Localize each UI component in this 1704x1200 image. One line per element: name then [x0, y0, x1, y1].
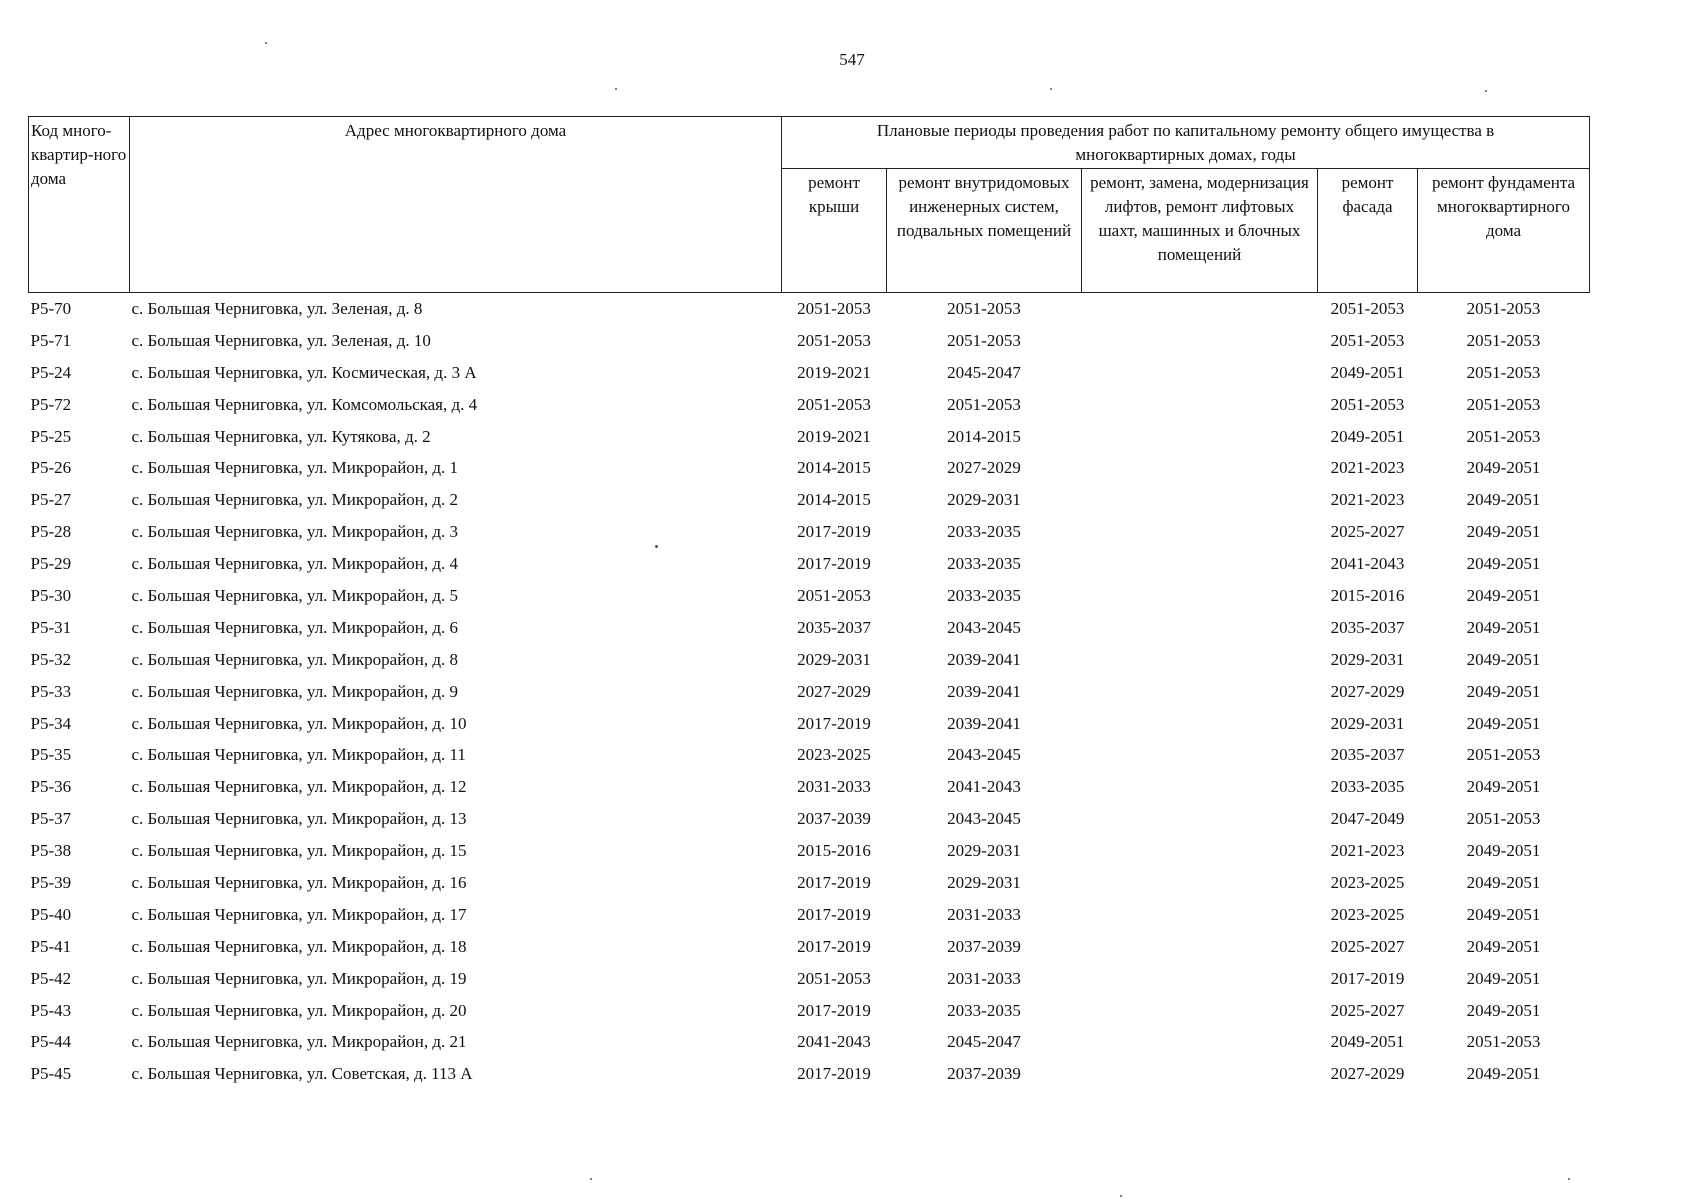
cell-engineering: 2051-2053: [947, 394, 1021, 414]
cell-address: с. Большая Черниговка, ул. Микрорайон, д. 11: [131, 745, 466, 765]
cell-address: с. Большая Черниговка, ул. Зеленая, д. 8: [131, 298, 423, 318]
cell-foundation: 2051-2053: [1466, 394, 1541, 414]
cell-engineering: 2029-2031: [947, 490, 1021, 510]
cell-roof: 2017-2019: [797, 904, 871, 924]
cell-engineering: 2033-2035: [947, 1000, 1021, 1020]
header-roof: ремонт крыши: [782, 169, 887, 293]
cell-address: с. Большая Черниговка, ул. Микрорайон, д. 16: [131, 872, 467, 892]
table-row: [29, 1026, 1590, 1058]
table-row: [29, 612, 1590, 644]
header-code: Код много-квартир-ного дома: [29, 117, 130, 293]
cell-facade: 2051-2053: [1330, 298, 1405, 318]
cell-elevators: [1082, 899, 1318, 931]
cell-roof: 2017-2019: [797, 522, 871, 542]
cell-elevators: [1082, 1058, 1318, 1090]
cell-foundation: 2051-2053: [1466, 298, 1541, 318]
cell-roof: 2014-2015: [797, 458, 871, 478]
cell-facade: 2035-2037: [1330, 745, 1405, 765]
cell-code: Р5-28: [30, 522, 72, 542]
scan-speck: [1568, 1178, 1570, 1180]
cell-foundation: 2049-2051: [1466, 585, 1541, 605]
cell-foundation: 2051-2053: [1466, 1032, 1541, 1052]
cell-elevators: [1082, 931, 1318, 963]
cell-engineering: 2043-2045: [947, 745, 1021, 765]
cell-engineering: 2039-2041: [947, 681, 1021, 701]
cell-elevators: [1082, 484, 1318, 516]
cell-address: с. Большая Черниговка, ул. Микрорайон, д. 17: [131, 904, 467, 924]
cell-foundation: 2049-2051: [1466, 522, 1541, 542]
cell-roof: 2051-2053: [797, 585, 871, 605]
cell-facade: 2021-2023: [1330, 490, 1405, 510]
cell-foundation: 2051-2053: [1466, 745, 1541, 765]
cell-facade: 2049-2051: [1330, 362, 1405, 382]
cell-roof: 2019-2021: [797, 426, 871, 446]
table-row: [29, 867, 1590, 899]
cell-engineering: 2031-2033: [947, 968, 1021, 988]
scan-speck: [1050, 88, 1052, 90]
cell-address: с. Большая Черниговка, ул. Микрорайон, д. 5: [131, 585, 459, 605]
cell-engineering: 2037-2039: [947, 936, 1021, 956]
cell-address: с. Большая Черниговка, ул. Микрорайон, д. 12: [131, 777, 467, 797]
cell-code: Р5-72: [30, 394, 72, 414]
cell-roof: 2051-2053: [797, 330, 871, 350]
cell-facade: 2027-2029: [1330, 681, 1405, 701]
table-row: [29, 931, 1590, 963]
cell-engineering: 2033-2035: [947, 554, 1021, 574]
cell-foundation: 2049-2051: [1466, 777, 1541, 797]
table-row: [29, 293, 1590, 325]
cell-address: с. Большая Черниговка, ул. Микрорайон, д. 20: [131, 1000, 467, 1020]
cell-engineering: 2041-2043: [947, 777, 1021, 797]
cell-code: Р5-26: [30, 458, 72, 478]
table-row: [29, 708, 1590, 740]
table-row: [29, 995, 1590, 1027]
cell-elevators: [1082, 771, 1318, 803]
table-header: [29, 117, 1590, 293]
cell-elevators: [1082, 867, 1318, 899]
cell-roof: 2017-2019: [797, 554, 871, 574]
cell-code: Р5-37: [30, 809, 72, 829]
cell-elevators: [1082, 421, 1318, 453]
cell-foundation: 2049-2051: [1466, 554, 1541, 574]
cell-elevators: [1082, 644, 1318, 676]
cell-address: с. Большая Черниговка, ул. Микрорайон, д. 18: [131, 936, 467, 956]
page-number: 547: [839, 50, 865, 69]
header-facade: ремонт фасада: [1318, 169, 1418, 293]
table-row: [29, 963, 1590, 995]
cell-code: Р5-25: [30, 426, 72, 446]
table-row: [29, 676, 1590, 708]
cell-foundation: 2051-2053: [1466, 426, 1541, 446]
cell-facade: 2025-2027: [1330, 522, 1405, 542]
header-periods: Плановые периоды проведения работ по капитальному ремонту общего имущества в многоквартирных домах, годы: [782, 117, 1590, 169]
cell-facade: 2025-2027: [1330, 1000, 1405, 1020]
cell-facade: 2027-2029: [1330, 1064, 1405, 1084]
cell-address: с. Большая Черниговка, ул. Микрорайон, д. 15: [131, 841, 467, 861]
cell-foundation: 2049-2051: [1466, 458, 1541, 478]
cell-roof: 2023-2025: [797, 745, 871, 765]
cell-facade: 2017-2019: [1330, 968, 1405, 988]
cell-address: с. Большая Черниговка, ул. Микрорайон, д. 8: [131, 649, 459, 669]
cell-elevators: [1082, 835, 1318, 867]
cell-foundation: 2049-2051: [1466, 490, 1541, 510]
cell-facade: 2021-2023: [1330, 841, 1405, 861]
table-row: [29, 739, 1590, 771]
table-row: [29, 580, 1590, 612]
cell-foundation: 2049-2051: [1466, 1064, 1541, 1084]
cell-elevators: [1082, 548, 1318, 580]
header-address: Адрес многоквартирного дома: [130, 117, 782, 293]
cell-facade: 2051-2053: [1330, 330, 1405, 350]
header-foundation: ремонт фундамента многоквартирного дома: [1418, 169, 1590, 293]
cell-code: Р5-30: [30, 585, 72, 605]
cell-address: с. Большая Черниговка, ул. Микрорайон, д. 3: [131, 522, 459, 542]
scan-speck: [1120, 1195, 1122, 1197]
table-row: [29, 644, 1590, 676]
cell-elevators: [1082, 803, 1318, 835]
cell-elevators: [1082, 963, 1318, 995]
cell-address: с. Большая Черниговка, ул. Кутякова, д. 2: [131, 426, 431, 446]
cell-code: Р5-43: [30, 1000, 72, 1020]
cell-elevators: [1082, 452, 1318, 484]
cell-foundation: 2051-2053: [1466, 330, 1541, 350]
cell-code: Р5-45: [30, 1064, 72, 1084]
cell-facade: 2041-2043: [1330, 554, 1405, 574]
cell-elevators: [1082, 580, 1318, 612]
cell-code: Р5-40: [30, 904, 72, 924]
cell-engineering: 2014-2015: [947, 426, 1021, 446]
cell-roof: 2051-2053: [797, 394, 871, 414]
cell-address: с. Большая Черниговка, ул. Космическая, д. 3 А: [131, 362, 477, 382]
cell-code: Р5-39: [30, 872, 72, 892]
cell-roof: 2017-2019: [797, 872, 871, 892]
cell-engineering: 2043-2045: [947, 617, 1021, 637]
cell-roof: 2041-2043: [797, 1032, 871, 1052]
cell-facade: 2033-2035: [1330, 777, 1405, 797]
header-engineering: ремонт внутридомовых инженерных систем, подвальных помещений: [887, 169, 1082, 293]
cell-address: с. Большая Черниговка, ул. Зеленая, д. 10: [131, 330, 431, 350]
cell-engineering: 2031-2033: [947, 904, 1021, 924]
cell-code: Р5-31: [30, 617, 72, 637]
table-row: [29, 325, 1590, 357]
cell-engineering: 2029-2031: [947, 841, 1021, 861]
cell-address: с. Большая Черниговка, ул. Комсомольская, д. 4: [131, 394, 478, 414]
cell-foundation: 2049-2051: [1466, 617, 1541, 637]
cell-code: Р5-38: [30, 841, 72, 861]
table-body: [29, 293, 1590, 1091]
cell-elevators: [1082, 995, 1318, 1027]
cell-facade: 2023-2025: [1330, 872, 1405, 892]
cell-code: Р5-42: [30, 968, 72, 988]
cell-foundation: 2049-2051: [1466, 841, 1541, 861]
cell-code: Р5-27: [30, 490, 72, 510]
table-row: [29, 421, 1590, 453]
cell-roof: 2029-2031: [797, 649, 871, 669]
table-row: [29, 771, 1590, 803]
cell-address: с. Большая Черниговка, ул. Микрорайон, д. 2: [131, 490, 459, 510]
cell-address: с. Большая Черниговка, ул. Микрорайон, д. 6: [131, 617, 459, 637]
cell-code: Р5-44: [30, 1032, 72, 1052]
scan-speck: [615, 88, 617, 90]
cell-code: Р5-41: [30, 936, 72, 956]
cell-elevators: [1082, 708, 1318, 740]
table-row: [29, 484, 1590, 516]
cell-address: с. Большая Черниговка, ул. Советская, д. 113 А: [131, 1064, 473, 1084]
cell-facade: 2021-2023: [1330, 458, 1405, 478]
cell-facade: 2015-2016: [1330, 585, 1405, 605]
cell-facade: 2023-2025: [1330, 904, 1405, 924]
cell-foundation: 2049-2051: [1466, 649, 1541, 669]
capital-repair-table: [28, 116, 1590, 1090]
cell-facade: 2049-2051: [1330, 1032, 1405, 1052]
scan-speck: [265, 42, 267, 44]
cell-engineering: 2027-2029: [947, 458, 1021, 478]
cell-facade: 2051-2053: [1330, 394, 1405, 414]
cell-address: с. Большая Черниговка, ул. Микрорайон, д. 1: [131, 458, 459, 478]
cell-roof: 2014-2015: [797, 490, 871, 510]
cell-foundation: 2049-2051: [1466, 936, 1541, 956]
table-row: [29, 835, 1590, 867]
cell-foundation: 2051-2053: [1466, 362, 1541, 382]
cell-engineering: 2045-2047: [947, 362, 1021, 382]
cell-elevators: [1082, 389, 1318, 421]
cell-engineering: 2039-2041: [947, 649, 1021, 669]
cell-address: с. Большая Черниговка, ул. Микрорайон, д. 4: [131, 554, 459, 574]
cell-engineering: 2033-2035: [947, 585, 1021, 605]
cell-code: Р5-24: [30, 362, 72, 382]
cell-address: с. Большая Черниговка, ул. Микрорайон, д. 10: [131, 713, 467, 733]
cell-elevators: [1082, 612, 1318, 644]
cell-elevators: [1082, 516, 1318, 548]
cell-address: с. Большая Черниговка, ул. Микрорайон, д. 9: [131, 681, 459, 701]
cell-engineering: 2033-2035: [947, 522, 1021, 542]
cell-code: Р5-35: [30, 745, 72, 765]
cell-facade: 2049-2051: [1330, 426, 1405, 446]
cell-elevators: [1082, 1026, 1318, 1058]
cell-code: Р5-71: [30, 330, 72, 350]
cell-engineering: 2043-2045: [947, 809, 1021, 829]
table-row: [29, 452, 1590, 484]
cell-code: Р5-29: [30, 554, 72, 574]
cell-engineering: 2051-2053: [947, 298, 1021, 318]
cell-code: Р5-34: [30, 713, 72, 733]
cell-elevators: [1082, 293, 1318, 325]
cell-elevators: [1082, 325, 1318, 357]
table-row: [29, 803, 1590, 835]
cell-elevators: [1082, 357, 1318, 389]
cell-roof: 2037-2039: [797, 809, 871, 829]
cell-facade: 2035-2037: [1330, 617, 1405, 637]
cell-foundation: 2049-2051: [1466, 1000, 1541, 1020]
scan-speck: [655, 545, 658, 548]
cell-foundation: 2049-2051: [1466, 713, 1541, 733]
cell-engineering: 2039-2041: [947, 713, 1021, 733]
cell-engineering: 2051-2053: [947, 330, 1021, 350]
cell-foundation: 2049-2051: [1466, 872, 1541, 892]
cell-roof: 2031-2033: [797, 777, 871, 797]
cell-roof: 2035-2037: [797, 617, 871, 637]
cell-address: с. Большая Черниговка, ул. Микрорайон, д. 13: [131, 809, 467, 829]
cell-facade: 2029-2031: [1330, 649, 1405, 669]
cell-roof: 2017-2019: [797, 936, 871, 956]
cell-foundation: 2049-2051: [1466, 904, 1541, 924]
cell-facade: 2025-2027: [1330, 936, 1405, 956]
cell-foundation: 2049-2051: [1466, 968, 1541, 988]
cell-roof: 2051-2053: [797, 968, 871, 988]
cell-engineering: 2029-2031: [947, 872, 1021, 892]
cell-elevators: [1082, 676, 1318, 708]
scan-speck: [1485, 90, 1487, 92]
table-row: [29, 516, 1590, 548]
cell-roof: 2017-2019: [797, 1064, 871, 1084]
cell-code: Р5-70: [30, 298, 72, 318]
cell-facade: 2047-2049: [1330, 809, 1405, 829]
cell-roof: 2051-2053: [797, 298, 871, 318]
cell-engineering: 2045-2047: [947, 1032, 1021, 1052]
table-row: [29, 389, 1590, 421]
cell-facade: 2029-2031: [1330, 713, 1405, 733]
cell-address: с. Большая Черниговка, ул. Микрорайон, д. 21: [131, 1032, 467, 1052]
cell-foundation: 2051-2053: [1466, 809, 1541, 829]
cell-roof: 2017-2019: [797, 1000, 871, 1020]
cell-engineering: 2037-2039: [947, 1064, 1021, 1084]
table-row: [29, 357, 1590, 389]
table-row: [29, 1058, 1590, 1090]
cell-roof: 2019-2021: [797, 362, 871, 382]
cell-address: с. Большая Черниговка, ул. Микрорайон, д. 19: [131, 968, 467, 988]
cell-foundation: 2049-2051: [1466, 681, 1541, 701]
cell-roof: 2015-2016: [797, 841, 871, 861]
cell-elevators: [1082, 739, 1318, 771]
header-elevators: ремонт, замена, модернизация лифтов, ремонт лифтовых шахт, машинных и блочных помещений: [1082, 169, 1318, 293]
cell-code: Р5-36: [30, 777, 72, 797]
cell-roof: 2017-2019: [797, 713, 871, 733]
table-row: [29, 548, 1590, 580]
table-row: [29, 899, 1590, 931]
cell-code: Р5-33: [30, 681, 72, 701]
cell-roof: 2027-2029: [797, 681, 871, 701]
scan-speck: [590, 1178, 592, 1180]
cell-code: Р5-32: [30, 649, 72, 669]
